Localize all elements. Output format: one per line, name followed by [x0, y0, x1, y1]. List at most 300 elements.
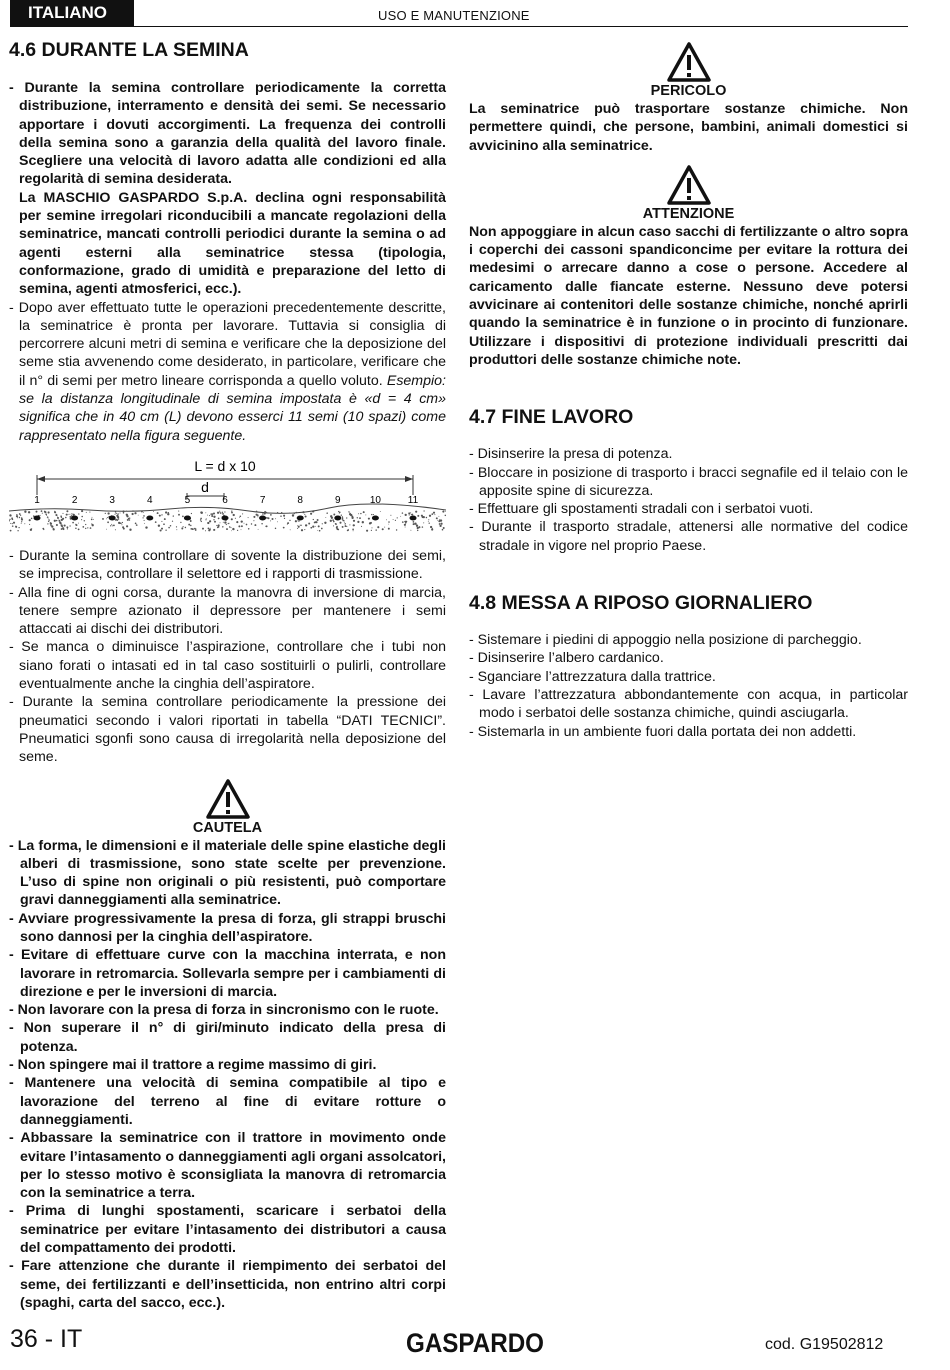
- soil-grain: [390, 515, 391, 516]
- soil-grain: [339, 512, 340, 513]
- soil-grain: [333, 513, 335, 515]
- seed-number: 8: [297, 494, 303, 506]
- soil-grain: [423, 522, 424, 523]
- list-item: - Se manca o diminuisce l’aspirazione, controllare che i tubi non siano forati o intasati ed in tal caso sostituirli o pulirli, controllare eventualmente anche la cinghia dell’aspiratore.: [9, 639, 446, 693]
- soil-grain: [321, 528, 323, 530]
- soil-grain: [366, 530, 368, 532]
- soil-grain: [402, 512, 403, 513]
- soil-grain: [330, 520, 332, 522]
- soil-grain: [262, 513, 264, 515]
- soil-grain: [118, 522, 120, 524]
- soil-grain: [106, 529, 107, 530]
- soil-grain: [60, 523, 62, 525]
- soil-grain: [64, 524, 66, 526]
- soil-grain: [87, 527, 88, 528]
- seed-number: 4: [147, 494, 153, 506]
- soil-grain: [345, 524, 346, 525]
- list-item: - Effettuare gli spostamenti stradali con i serbatoi vuoti.: [469, 501, 814, 518]
- soil-grain: [138, 515, 139, 516]
- soil-grain: [230, 527, 231, 528]
- soil-grain: [159, 515, 161, 517]
- soil-grain: [144, 520, 145, 521]
- warning-triangle-icon: [206, 779, 250, 819]
- soil-grain: [363, 511, 365, 513]
- seed-row: [34, 495, 419, 521]
- soil-grain: [346, 517, 347, 518]
- paragraph-responsabilita: La MASCHIO GASPARDO S.p.A. declina ogni responsabilità per semine irregolari riconducibili a mancate regolazioni della seminatrice, mancati controlli periodici durante la semina o ad agenti esterni alla seminatrice stessa (tipologia, conformazione, grado di umidità e preparazione del letto di semina, agenti atmosferici, ecc.).: [19, 189, 446, 298]
- soil-grain: [277, 512, 278, 513]
- soil-grain: [178, 510, 179, 511]
- soil-grain: [430, 526, 432, 528]
- soil-grain: [129, 519, 131, 521]
- soil-grain: [405, 521, 407, 523]
- soil-grain: [212, 513, 214, 515]
- soil-grain: [238, 525, 240, 527]
- soil-grain: [422, 526, 423, 527]
- soil-grain: [219, 511, 220, 512]
- soil-grain: [232, 528, 234, 530]
- soil-grain: [371, 527, 372, 528]
- header-divider: [10, 26, 908, 27]
- soil-grain: [107, 512, 109, 514]
- soil-grain: [384, 527, 385, 528]
- soil-grain: [241, 525, 243, 527]
- soil-grain: [43, 529, 44, 530]
- soil-grain: [91, 523, 92, 524]
- soil-grain: [167, 513, 169, 515]
- seed: [334, 515, 341, 520]
- soil-grain: [170, 525, 172, 527]
- soil-grain: [256, 514, 258, 516]
- list-item: - Lavare l’attrezzatura abbondantemente con acqua, in particolar modo i serbatoi delle sostanza chimiche, quindi asciugarla.: [469, 686, 908, 722]
- soil-grain: [313, 519, 314, 520]
- soil-grain: [111, 524, 112, 525]
- soil-grain: [36, 511, 38, 513]
- soil-grain: [75, 524, 76, 525]
- soil-grain: [231, 510, 232, 511]
- document-code: cod. G19502812: [765, 1336, 884, 1353]
- soil-grain: [180, 522, 181, 523]
- soil-grain: [127, 519, 129, 521]
- gaspardo-logo: [404, 1327, 546, 1357]
- soil-grain: [265, 526, 266, 527]
- soil-grain: [46, 515, 47, 516]
- soil-grain: [428, 521, 429, 522]
- soil-grain: [210, 528, 211, 529]
- soil-grain: [228, 523, 229, 524]
- soil-grain: [44, 511, 46, 513]
- soil-grain: [78, 513, 79, 514]
- soil-grain: [246, 524, 248, 526]
- label-L: L = d x 10: [194, 457, 256, 474]
- soil-grain: [326, 512, 328, 514]
- soil-grain: [417, 530, 418, 531]
- soil-grain: [297, 528, 298, 529]
- paragraph-controlli: - Durante la semina controllare periodicamente la corretta distribuzione, interramento e densità dei semi. Se necessario apportare i dovuti accorgimenti. La frequenza dei controlli della semina sono a garanzia della qualità del lavoro finale. Scegliere una velocità di lavoro adatta alle condizioni ed alla regolarità di semina desiderata.: [9, 80, 446, 188]
- soil-grain: [165, 511, 167, 513]
- soil-grain: [310, 513, 312, 515]
- soil-grain: [335, 523, 337, 525]
- soil-grain: [445, 511, 446, 512]
- soil-grain: [54, 511, 56, 513]
- soil-grain: [53, 528, 55, 530]
- soil-grain: [371, 514, 372, 515]
- soil-grain: [134, 512, 136, 514]
- soil-grain: [216, 525, 217, 526]
- soil-grain: [105, 513, 106, 514]
- soil-grain: [188, 524, 190, 526]
- label-d: d: [201, 478, 209, 495]
- seed-number: 7: [259, 494, 266, 506]
- soil-grain: [365, 514, 366, 515]
- soil-grain: [107, 517, 108, 518]
- soil-grain: [344, 522, 345, 523]
- soil-grain: [284, 518, 285, 519]
- soil-grain: [400, 516, 401, 517]
- soil-grain: [86, 512, 87, 513]
- soil-grain: [349, 524, 350, 525]
- soil-grain: [31, 528, 32, 529]
- soil-grain: [318, 525, 320, 527]
- soil-grain: [81, 519, 82, 520]
- soil-grain: [251, 523, 252, 524]
- soil-grain: [206, 518, 207, 519]
- soil-grain: [144, 523, 145, 524]
- soil-grain: [371, 530, 372, 531]
- soil-grain: [68, 514, 69, 515]
- soil-grain: [317, 530, 318, 531]
- soil-grain: [368, 518, 370, 520]
- pericolo-block: [469, 42, 908, 100]
- soil-grain: [224, 511, 225, 512]
- soil-grain: [9, 520, 10, 522]
- soil-grain: [122, 510, 124, 512]
- soil-grain: [195, 529, 197, 531]
- list-item: - Durante il trasporto stradale, attenersi alle normative del codice stradale in vigore nel proprio Paese.: [469, 519, 908, 554]
- soil-grain: [163, 523, 165, 525]
- soil-grain: [241, 529, 242, 530]
- soil-grain: [222, 513, 224, 515]
- soil-grain: [312, 525, 314, 527]
- soil-grain: [205, 530, 206, 531]
- soil-grain: [437, 520, 438, 521]
- soil-grain: [413, 521, 415, 523]
- soil-grain: [342, 518, 344, 520]
- warning-triangle-icon: [667, 42, 711, 82]
- soil-grain: [56, 520, 57, 521]
- list-item: - Alla fine di ogni corsa, durante la manovra di inversione di marcia, tenere sempre azionato il depressore per mantenere i semi attaccati ai dischi dei distributori.: [9, 584, 446, 638]
- soil-grain: [349, 513, 351, 515]
- seed: [297, 515, 304, 520]
- soil-grain: [369, 522, 371, 524]
- soil-grain: [24, 523, 25, 524]
- verifica-text: - Dopo aver effettuato tutte le operazioni precedentemente descritte, la seminatrice è pronta per lavorare. Tuttavia si consiglia di percorrere alcuni metri di semina e verificare che la deposizione del seme stia avvenendo come desiderato, in particolare, verificare che il n° di semi per metro lineare corrisponda a quello voluto.: [9, 299, 446, 389]
- soil-grain: [438, 520, 440, 522]
- seed: [146, 515, 153, 520]
- soil-grain: [304, 514, 305, 515]
- soil-grain: [196, 528, 197, 529]
- soil-grain: [21, 521, 22, 522]
- soil-grain: [312, 511, 314, 513]
- soil-grain: [9, 514, 11, 516]
- soil-grain: [275, 518, 276, 519]
- soil-grain: [241, 520, 243, 522]
- soil-grain: [233, 514, 235, 516]
- soil-grain: [48, 521, 49, 522]
- soil-grain: [322, 523, 323, 524]
- list-item: - Sistemare i piedini di appoggio nella posizione di parcheggio.: [469, 632, 862, 649]
- list-item: - Disinserire l’albero cardanico.: [469, 650, 664, 667]
- soil-grain: [176, 526, 177, 527]
- soil-grain: [242, 513, 243, 514]
- soil-grain: [112, 525, 113, 526]
- soil-grain: [29, 524, 30, 525]
- soil-grain: [220, 522, 221, 523]
- soil-grain: [172, 521, 173, 522]
- soil-grain: [258, 529, 259, 530]
- soil-grain: [337, 528, 339, 530]
- soil-grain: [404, 524, 406, 526]
- soil-grain: [357, 517, 358, 518]
- seed-number: 5: [184, 494, 191, 506]
- soil-grain: [445, 515, 446, 516]
- soil-grain: [267, 517, 269, 519]
- soil-grain: [244, 523, 245, 524]
- soil-grain: [190, 525, 191, 526]
- soil-grain: [314, 522, 316, 524]
- seed-number: 3: [109, 494, 115, 506]
- soil-grain: [308, 523, 310, 525]
- seed: [71, 515, 78, 520]
- soil-grain: [331, 517, 333, 519]
- soil-grain: [10, 530, 12, 532]
- soil-grain: [248, 528, 250, 530]
- soil-grain: [173, 515, 174, 516]
- soil-grain: [185, 527, 186, 528]
- cautela-title: CAUTELA: [192, 819, 263, 836]
- seed-number: 2: [71, 494, 78, 506]
- soil-grain: [325, 517, 326, 518]
- soil-grain: [115, 529, 116, 530]
- soil-grain: [121, 524, 122, 525]
- soil-grain: [24, 510, 26, 512]
- soil-grain: [208, 527, 210, 529]
- soil-grain: [78, 523, 79, 524]
- right-column: [469, 42, 908, 741]
- soil-grain: [54, 520, 56, 522]
- soil-grain: [361, 526, 362, 527]
- soil-grain: [15, 526, 17, 528]
- soil-grain: [301, 529, 303, 531]
- soil-grain: [78, 528, 80, 530]
- soil-grain: [393, 519, 394, 520]
- soil-grain: [429, 515, 431, 517]
- soil-grain: [305, 515, 307, 517]
- cautela-item: - Fare attenzione che durante il riempimento dei serbatoi del seme, dei fertilizzanti e dell’insetticida, non entrino altri corpi (spaghi, carta del sacco, ecc.).: [9, 1258, 446, 1311]
- soil-grain: [72, 522, 74, 524]
- soil-grain: [341, 514, 342, 515]
- soil-grain: [410, 530, 411, 531]
- soil-grain: [63, 528, 65, 530]
- soil-grain: [373, 514, 374, 515]
- soil-grain: [417, 515, 419, 517]
- soil-grain: [85, 524, 86, 525]
- soil-grain: [47, 523, 48, 524]
- heading-durante-la-semina: 4.6 DURANTE LA SEMINA: [9, 39, 249, 61]
- seed: [259, 515, 266, 520]
- soil-grain: [300, 524, 302, 526]
- soil-grain: [283, 527, 285, 529]
- soil-grain: [21, 523, 22, 524]
- soil-grain: [110, 525, 111, 526]
- soil-grain: [429, 522, 430, 523]
- soil-grain: [386, 519, 387, 520]
- soil-grain: [29, 519, 31, 521]
- soil-grain: [61, 516, 62, 517]
- soil-grain: [161, 521, 162, 522]
- soil-grain: [12, 518, 14, 520]
- list-item: - Sistemarla in un ambiente fuori dalla portata dei non addetti.: [469, 723, 857, 740]
- soil-grain: [164, 518, 166, 520]
- soil-grain: [283, 515, 285, 517]
- soil-grain: [415, 511, 417, 513]
- soil-grain: [12, 525, 14, 527]
- soil-grain: [31, 518, 33, 520]
- soil-grain: [50, 522, 52, 524]
- soil-grain: [50, 525, 51, 526]
- soil-grain: [388, 524, 389, 525]
- soil-grain: [342, 516, 343, 517]
- soil-grain: [113, 524, 115, 526]
- soil-grain: [443, 527, 445, 529]
- soil-grain: [41, 510, 43, 512]
- soil-grain: [143, 512, 144, 513]
- soil-grain: [55, 514, 57, 516]
- soil-grain: [69, 514, 70, 515]
- soil-grain: [71, 513, 72, 514]
- soil-grain: [266, 517, 268, 519]
- seed: [109, 515, 116, 520]
- cautela-item: - Non spingere mai il trattore a regime massimo di giri.: [9, 1057, 377, 1074]
- paragraph-verifica: [9, 299, 446, 445]
- soil-grain: [114, 514, 115, 515]
- soil-grain: [85, 528, 86, 529]
- soil-grain: [226, 528, 228, 530]
- soil-grain: [12, 523, 13, 524]
- soil-grain: [90, 527, 92, 529]
- seed-number: 10: [369, 494, 381, 506]
- soil-grain: [338, 511, 339, 512]
- seed-number: 11: [407, 494, 419, 506]
- soil-grain: [17, 530, 18, 531]
- cautela-item: - La forma, le dimensioni e il materiale delle spine elastiche degli alberi di trasmissione, sono state scelte per prevenzione. L’uso di spine non originali o più resistenti, può comportare gravi danneggiamenti alla seminatrice.: [9, 837, 446, 909]
- soil-grain: [56, 524, 58, 526]
- soil-grain: [117, 513, 119, 515]
- soil-grain: [346, 526, 347, 527]
- soil-grain: [428, 519, 429, 520]
- soil-grain: [240, 515, 242, 517]
- soil-grain: [226, 524, 227, 525]
- pericolo-text: La seminatrice può trasportare sostanze chimiche. Non permettere quindi, che persone, bambini, animali domestici si avvicinino alla seminatrice.: [469, 101, 908, 154]
- soil-grain: [183, 526, 184, 527]
- heading-fine-lavoro: 4.7 FINE LAVORO: [469, 406, 634, 429]
- soil-grain: [388, 521, 390, 523]
- soil-grain: [81, 510, 83, 512]
- soil-grain: [192, 528, 194, 530]
- soil-grain: [49, 520, 50, 521]
- soil-grain: [333, 521, 335, 523]
- soil-grain: [47, 516, 49, 518]
- seed: [34, 515, 41, 520]
- seed: [222, 515, 229, 520]
- soil-grain: [254, 524, 256, 526]
- soil-grain: [409, 514, 410, 515]
- soil-grain: [433, 512, 435, 514]
- soil-grain: [442, 510, 444, 512]
- soil-grain: [280, 515, 282, 517]
- soil-grain: [436, 517, 438, 519]
- soil-grain: [294, 513, 295, 514]
- soil-grain: [353, 530, 354, 531]
- soil-grain: [353, 520, 355, 522]
- soil-grain: [271, 518, 273, 520]
- soil-grain: [42, 513, 43, 514]
- soil-grain: [123, 512, 124, 513]
- soil-grain: [102, 518, 104, 520]
- soil-grain: [21, 517, 23, 519]
- warning-triangle-icon: [667, 165, 711, 205]
- soil-grain: [359, 517, 361, 519]
- soil-grain: [16, 515, 18, 517]
- soil-grain: [342, 520, 344, 522]
- soil-grain: [92, 517, 93, 518]
- soil-grain: [239, 517, 240, 518]
- soil-grain: [213, 512, 215, 514]
- soil-grain: [89, 511, 90, 512]
- soil-grain: [161, 514, 162, 515]
- soil-grain: [135, 522, 137, 524]
- soil-grain: [353, 524, 355, 526]
- soil-grain: [360, 513, 361, 514]
- soil-grain: [223, 522, 224, 523]
- soil-grain: [73, 514, 75, 516]
- soil-grain: [209, 520, 211, 522]
- cautela-item: - Mantenere una velocità di semina compatibile al tipo e lavorazione del terreno al fine di evitare rotture o danneggiamenti.: [9, 1075, 446, 1128]
- soil-grain: [123, 528, 125, 530]
- soil-grain: [214, 521, 216, 523]
- soil-grain: [402, 521, 404, 523]
- soil-grain: [348, 529, 349, 530]
- soil-grain: [299, 525, 300, 526]
- soil-grain: [339, 522, 341, 524]
- soil-grain: [213, 519, 214, 520]
- soil-grain: [348, 530, 349, 531]
- seed: [410, 515, 417, 520]
- soil-grain: [158, 524, 160, 526]
- soil-grain: [220, 512, 222, 514]
- soil-grain: [319, 530, 321, 532]
- soil-grain: [200, 511, 202, 513]
- soil-grain: [261, 523, 262, 524]
- soil-grain: [333, 525, 334, 526]
- soil-grain: [155, 521, 157, 523]
- soil-grain: [442, 529, 444, 531]
- soil-grain: [202, 528, 204, 530]
- seed-number: 1: [34, 494, 40, 506]
- soil-grain: [10, 523, 11, 524]
- soil-grain: [161, 528, 163, 530]
- soil-grain: [19, 517, 20, 518]
